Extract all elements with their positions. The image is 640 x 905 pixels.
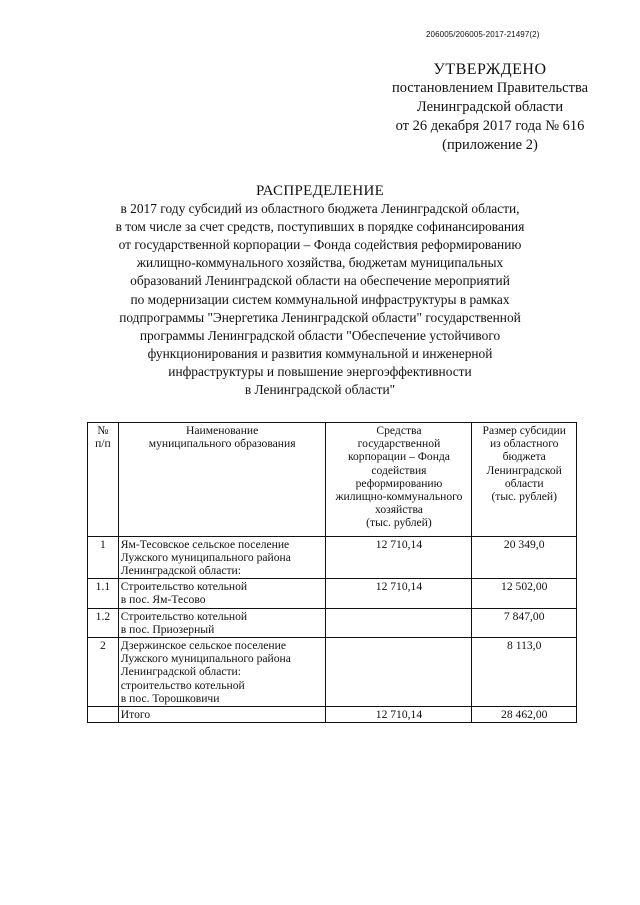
document-title [90,182,550,399]
header-line: области [504,476,544,490]
header-line: № [97,424,109,437]
header-line: корпорации – Фонда [347,450,450,464]
table-row [88,638,577,707]
approval-line: от 26 декабря 2017 года № 616 [395,118,585,134]
row-name [118,608,326,637]
header-line: (тыс. рублей) [366,516,432,530]
title-line: образований Ленинградской области на обеспечение мероприятий [130,273,510,289]
row-name-line: в пос. Приозерный [120,622,215,636]
table-row [88,608,577,637]
row-subsidy: 20 349,0 [472,536,577,579]
title-line: функционирования и развития коммунальной и инженерной [147,345,493,361]
header-line: реформированию [355,476,443,490]
header-line: хозяйства [374,503,423,517]
table-total-row [88,707,577,723]
header-name [118,423,326,537]
header-line: п/п [95,437,111,451]
row-subsidy: 12 502,00 [472,579,577,608]
approval-line: постановлением Правительства [391,80,589,96]
row-subsidy: 8 113,0 [472,638,577,707]
approval-heading: УТВЕРЖДЕНО [433,61,547,78]
title-line: программы Ленинградской области "Обеспечение устойчивого [139,327,501,343]
row-name-line: Ленинградской области: [120,564,241,578]
row-fund [326,638,472,707]
total-label: Итого [118,707,326,723]
header-line: содействия [371,463,427,477]
header-line: государственной [357,437,441,451]
row-fund [326,608,472,637]
title-line: жилищно-коммунального хозяйства, бюджетам муниципальных [136,255,504,271]
approval-stamp [360,60,620,155]
title-line: инфраструктуры и повышение энергоэффективности [168,363,472,379]
table-row [88,536,577,579]
title-line: подпрограммы "Энергетика Ленинградской области" государственной [119,309,521,325]
row-fund: 12 710,14 [326,579,472,608]
header-line: муниципального образования [148,437,296,451]
header-line: из областного [489,437,559,451]
row-name-line: Дзержинское сельское поселение [120,639,286,653]
title-line: по модернизации систем коммунальной инфраструктуры в рамках [130,291,510,307]
row-name [118,638,326,707]
row-name-line: Лужского муниципального района [120,550,291,564]
row-name-line: Строительство котельной [120,609,248,623]
title-line: от государственной корпорации – Фонда содействия реформированию [118,237,522,253]
header-line: бюджета [502,450,546,464]
title-line: в том числе за счет средств, поступивших в порядке софинансирования [115,219,525,235]
row-name [118,579,326,608]
approval-line: Ленинградской области [416,99,564,115]
row-name-line: Лужского муниципального района [120,652,291,666]
row-name-line: в пос. Ям-Тесово [120,593,206,607]
row-name-line: в пос. Торошковичи [120,691,220,705]
row-name-line: Строительство котельной [120,580,248,594]
header-line: Ленинградской [486,463,562,477]
distribution-table [87,422,577,723]
row-num: 2 [88,638,119,707]
total-num [88,707,119,723]
total-subsidy: 28 462,00 [472,707,577,723]
table-header-row [88,423,577,537]
row-num: 1.2 [88,608,119,637]
header-line: Наименование [186,424,259,437]
row-name-line: Ленинградской области: [120,665,241,679]
row-subsidy: 7 847,00 [472,608,577,637]
row-fund: 12 710,14 [326,536,472,579]
document-id: 206005/206005-2017-21497(2) [426,30,540,39]
approval-line: (приложение 2) [442,137,538,153]
title-line: в 2017 году субсидий из областного бюджета Ленинградской области, [120,201,520,217]
header-line: (тыс. рублей) [491,490,557,504]
row-name [118,536,326,579]
total-fund: 12 710,14 [326,707,472,723]
table-row [88,579,577,608]
header-subsidy [472,423,577,537]
header-line: жилищно-коммунального [335,490,463,504]
header-line: Средства [376,424,422,437]
title-line: в Ленинградской области" [244,382,396,398]
row-name-line: Ям-Тесовское сельское поселение [120,537,290,551]
row-num: 1 [88,536,119,579]
title-heading: РАСПРЕДЕЛЕНИЕ [255,183,385,199]
header-num [88,423,119,537]
header-line: Размер субсидии [482,424,566,437]
row-num: 1.1 [88,579,119,608]
row-name-line: строительство котельной [120,678,245,692]
header-fund [326,423,472,537]
